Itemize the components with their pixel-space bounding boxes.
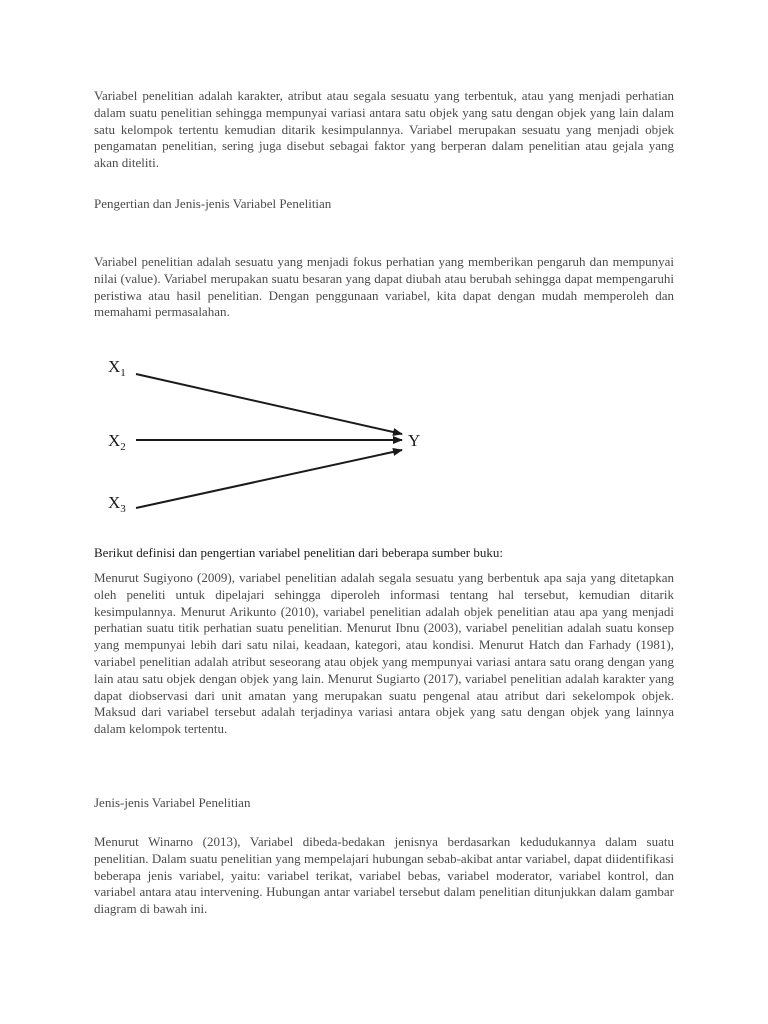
section-heading-berikut: Berikut definisi dan pengertian variabel penelitian dari beberapa sumber buku:: [94, 545, 503, 560]
definition-paragraph: Variabel penelitian adalah sesuatu yang menjadi fokus perhatian yang memberikan pengaruh dan mempunyai nilai (value). Variabel merupakan suatu besaran yang dapat diubah atau berubah sehingga dapat mempengaruhi peristiwa atau hasil penelitian. Dengan penggunaan variabel, kita dapat dengan mudah memperoleh dan memahami permasalahan.: [94, 254, 674, 320]
arrow-x3-to-y: [136, 450, 402, 508]
output-label-y: Y: [408, 431, 421, 450]
sources-paragraph: Menurut Sugiyono (2009), variabel penelitian adalah segala sesuatu yang berbentuk apa saja yang ditetapkan oleh peneliti untuk dipelajari sehingga diperoleh informasi tentang hal tersebut, kemudian ditarik kesimpulannya. Menurut Arikunto (2010), variabel penelitian adalah objek penelitian atau apa yang menjadi perhatian suatu titik perhatian suatu penelitian. Menurut Ibnu (2003), variabel penelitian adalah suatu konsep yang mempunyai lebih dari satu nilai, keadaan, kategori, atau kondisi. Menurut Hatch dan Farhady (1981), variabel penelitian adalah atribut seseorang atau objek yang mempunyai variasi antara satu orang dengan yang lain atau satu objek dengan objek yang lain. Menurut Sugiarto (2017), variabel penelitian adalah karakter yang dapat diobservasi dari unit amatan yang merupakan suatu pengenal atau atribut dari sekelompok objek. Maksud dari variabel tersebut adalah terjadinya variasi antara objek yang satu dengan objek yang lainnya dalam kelompok tertentu.: [94, 570, 674, 737]
section-heading-jenis: Jenis-jenis Variabel Penelitian: [94, 795, 251, 810]
input-label-x1: $X_1$: [108, 357, 126, 379]
input-label-x2: $X_2$: [108, 431, 126, 453]
section-heading-pengertian: Pengertian dan Jenis-jenis Variabel Penelitian: [94, 196, 332, 211]
intro-paragraph: Variabel penelitian adalah karakter, atribut atau segala sesuatu yang terbentuk, atau yang menjadi perhatian dalam suatu penelitian sehingga mempunyai variasi antara satu objek yang satu dengan objek yang lain dalam satu kelompok tertentu kemudian ditarik kesimpulannya. Variabel merupakan sesuatu yang menjadi objek pengamatan penelitian, sering juga disebut sebagai faktor yang berperan dalam penelitian atau gejala yang akan diteliti.: [94, 88, 674, 171]
input-label-x3: $X_3$: [108, 493, 126, 515]
winarno-paragraph: Menurut Winarno (2013), Variabel dibeda-bedakan jenisnya berdasarkan kedudukannya dalam suatu penelitian. Dalam suatu penelitian yang mempelajari hubungan sebab-akibat antar variabel, dapat diidentifikasi beberapa jenis variabel, yaitu: variabel terikat, variabel bebas, variabel moderator, variabel kontrol, dan variabel antara atau intervening. Hubungan antar variabel tersebut dalam penelitian ditunjukkan dalam gambar diagram di bawah ini.: [94, 834, 674, 917]
variable-relationship-diagram: [94, 344, 454, 520]
arrow-x1-to-y: [136, 374, 402, 434]
